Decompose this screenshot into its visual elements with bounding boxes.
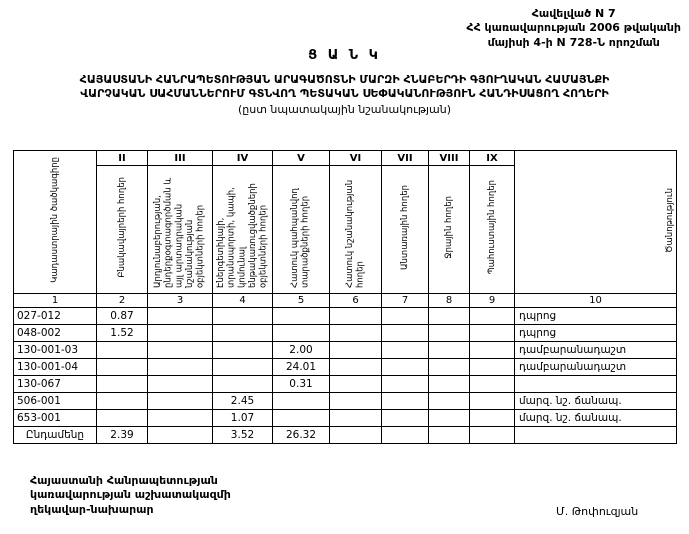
- header-special-purpose-lands: Հատուկ նշանակության հողեր: [330, 166, 382, 294]
- table-cell: [382, 342, 429, 359]
- roman-numeral-iv: IV: [213, 151, 273, 166]
- column-number: 8: [429, 294, 470, 308]
- column-number: 3: [148, 294, 213, 308]
- signature-name: Մ. Թոփուզյան: [556, 505, 639, 518]
- table-row: [14, 393, 677, 410]
- table-cell: [213, 359, 273, 376]
- table-cell: 1.07: [213, 410, 273, 427]
- table-cell: [470, 410, 515, 427]
- table-cell: [148, 308, 213, 325]
- table-cell: [273, 308, 330, 325]
- table-row: [14, 325, 677, 342]
- table-cell: [273, 410, 330, 427]
- table-cell: 3.52: [213, 427, 273, 444]
- total-row: [14, 427, 677, 444]
- column-number: 5: [273, 294, 330, 308]
- land-table: [13, 150, 677, 444]
- table-cell: 2.00: [273, 342, 330, 359]
- table-row: [14, 376, 677, 393]
- table-cell: [382, 410, 429, 427]
- table-cell: [148, 410, 213, 427]
- table-cell: [330, 410, 382, 427]
- table-cell: [330, 325, 382, 342]
- table-cell: 26.32: [273, 427, 330, 444]
- table-cell: [429, 308, 470, 325]
- table-cell: [429, 427, 470, 444]
- roman-numeral-iii: III: [148, 151, 213, 166]
- table-cell: [429, 342, 470, 359]
- table-row: [14, 342, 677, 359]
- header-water-lands: Ջրային հողեր: [429, 166, 470, 294]
- table-cell: [382, 359, 429, 376]
- title-subline: (ըստ նպատակային նշանակության): [237, 102, 452, 116]
- table-cell: [470, 376, 515, 393]
- table-cell: [330, 376, 382, 393]
- column-number: 2: [97, 294, 148, 308]
- table-cell: 0.87: [97, 308, 148, 325]
- header-cadastral-code-label: Կադաստրային ծածկագիրը: [49, 157, 60, 283]
- table-cell: [470, 427, 515, 444]
- column-number: 9: [470, 294, 515, 308]
- table-cell: 2.39: [97, 427, 148, 444]
- table-cell: դամբարանադաշտ: [515, 342, 677, 359]
- table-row: [14, 410, 677, 427]
- footer-office-block: [30, 474, 231, 517]
- table-cell: [273, 325, 330, 342]
- table-cell: [470, 359, 515, 376]
- table-cell: 653-001: [14, 410, 97, 427]
- table-cell: [429, 410, 470, 427]
- column-number: 1: [14, 294, 97, 308]
- header-note-label: Ծանոթություն: [665, 187, 676, 253]
- table-cell: [330, 393, 382, 410]
- table-cell: [148, 393, 213, 410]
- table-cell: [382, 393, 429, 410]
- roman-numeral-v: V: [273, 151, 330, 166]
- table-cell: 506-001: [14, 393, 97, 410]
- footer-line-1: Հայաստանի Հանրապետության: [30, 474, 218, 487]
- table-cell: [515, 427, 677, 444]
- table-cell: [213, 308, 273, 325]
- table-cell: [97, 393, 148, 410]
- header-infrastructure-lands: Էներգետիկայի, տրանսպորտի, կապի, կոմունալ ենթակառուցվածքների օբյեկտների հողեր: [213, 166, 273, 294]
- header-residential-lands: Բնակավայրերի հողեր: [97, 166, 148, 294]
- table-cell: դամբարանադաշտ: [515, 359, 677, 376]
- table-cell: 1.52: [97, 325, 148, 342]
- table-cell: 130-001-03: [14, 342, 97, 359]
- table-cell: [429, 393, 470, 410]
- footer-line-3: ղեկավար-նախարար: [30, 502, 154, 516]
- table-cell: [382, 308, 429, 325]
- table-cell: [97, 342, 148, 359]
- table-cell: 2.45: [213, 393, 273, 410]
- table-cell: [148, 359, 213, 376]
- table-cell: [213, 325, 273, 342]
- table-cell: [330, 359, 382, 376]
- footer-line-2: կառավարության աշխատակազմի: [30, 488, 231, 502]
- column-number: 6: [330, 294, 382, 308]
- table-cell: 24.01: [273, 359, 330, 376]
- table-cell: [429, 325, 470, 342]
- table-cell: [213, 376, 273, 393]
- table-cell: մարզ. նշ. ճանապ.: [515, 393, 677, 410]
- column-number: 7: [382, 294, 429, 308]
- column-number: 10: [515, 294, 677, 308]
- title-line-2: ՎԱՐՉԱԿԱՆ ՍԱՀՄԱՆՆԵՐՈՒՄ ԳՏՆՎՈՂ ՊԵՏԱԿԱՆ ՍԵՓԱԿԱՆՈՒԹՅՈՒՆ ՀԱՆԴԻՍԱՑՈՂ ՀՈՂԵՐԻ: [80, 87, 609, 101]
- title-line-1: ՀԱՅԱՍՏԱՆԻ ՀԱՆՐԱՊԵՏՈՒԹՅԱՆ ԱՐԱԳԱԾՈՏՆԻ ՄԱՐԶԻ ՀՆԱԲԵՐԴԻ ԳՅՈՒՂԱԿԱՆ ՀԱՄԱՅՆՔԻ: [79, 73, 610, 86]
- table-cell: [330, 308, 382, 325]
- table-row: [14, 308, 677, 325]
- table-cell: [148, 325, 213, 342]
- table-cell: [330, 342, 382, 359]
- roman-numeral-ii: II: [97, 151, 148, 166]
- column-number-row: [14, 294, 677, 308]
- table-body: [14, 308, 677, 444]
- table-cell: [148, 342, 213, 359]
- table-cell: [429, 376, 470, 393]
- table-cell: [470, 342, 515, 359]
- roman-numeral-row: [14, 151, 677, 166]
- header-note: [515, 151, 677, 294]
- table-cell: մարզ. նշ. ճանապ.: [515, 410, 677, 427]
- table-cell: [470, 325, 515, 342]
- table-cell: [213, 342, 273, 359]
- table-cell: 027-012: [14, 308, 97, 325]
- annex-line-1: Հավելված N 7: [531, 7, 616, 20]
- table-cell: [382, 376, 429, 393]
- table-cell: 0.31: [273, 376, 330, 393]
- roman-numeral-ix: IX: [470, 151, 515, 166]
- table-cell: 130-001-04: [14, 359, 97, 376]
- header-forest-lands: Անտառային հողեր: [382, 166, 429, 294]
- roman-numeral-viii: VIII: [429, 151, 470, 166]
- table-cell: 048-002: [14, 325, 97, 342]
- annex-line-2: ՀՀ կառավարության 2006 թվականի: [466, 21, 681, 35]
- table-cell: [382, 427, 429, 444]
- table-cell: [330, 427, 382, 444]
- table-cell: [515, 376, 677, 393]
- table-cell: [429, 359, 470, 376]
- table-cell: 130-067: [14, 376, 97, 393]
- table-cell: [470, 308, 515, 325]
- annex-reference: [466, 7, 681, 50]
- table-cell: [470, 393, 515, 410]
- header-reserve-lands: Պահուստային հողեր: [470, 166, 515, 294]
- table-cell: դպրոց: [515, 325, 677, 342]
- table-row: [14, 359, 677, 376]
- header-protected-lands: Հատուկ պահպանվող տարածքների հողեր: [273, 166, 330, 294]
- document-heading: Ց Ա Ն Կ: [308, 48, 381, 63]
- table-cell: [97, 410, 148, 427]
- table-cell: Ընդամենը: [14, 427, 97, 444]
- table-cell: դպրոց: [515, 308, 677, 325]
- table-cell: [97, 376, 148, 393]
- table-cell: [97, 359, 148, 376]
- annex-line-3: մայիսի 4-ի N 728-Ն որոշման: [487, 35, 660, 49]
- header-cadastral-code: [14, 151, 97, 294]
- title-block: [0, 48, 689, 116]
- roman-numeral-vii: VII: [382, 151, 429, 166]
- table-cell: [148, 376, 213, 393]
- table-cell: [148, 427, 213, 444]
- table-cell: [273, 393, 330, 410]
- table-cell: [382, 325, 429, 342]
- column-number: 4: [213, 294, 273, 308]
- header-industrial-lands: Արդյունաբերության, ընդերքօգտագործման և այլ արտադրական նշանակության օբյեկտների հողեր: [148, 166, 213, 294]
- roman-numeral-vi: VI: [330, 151, 382, 166]
